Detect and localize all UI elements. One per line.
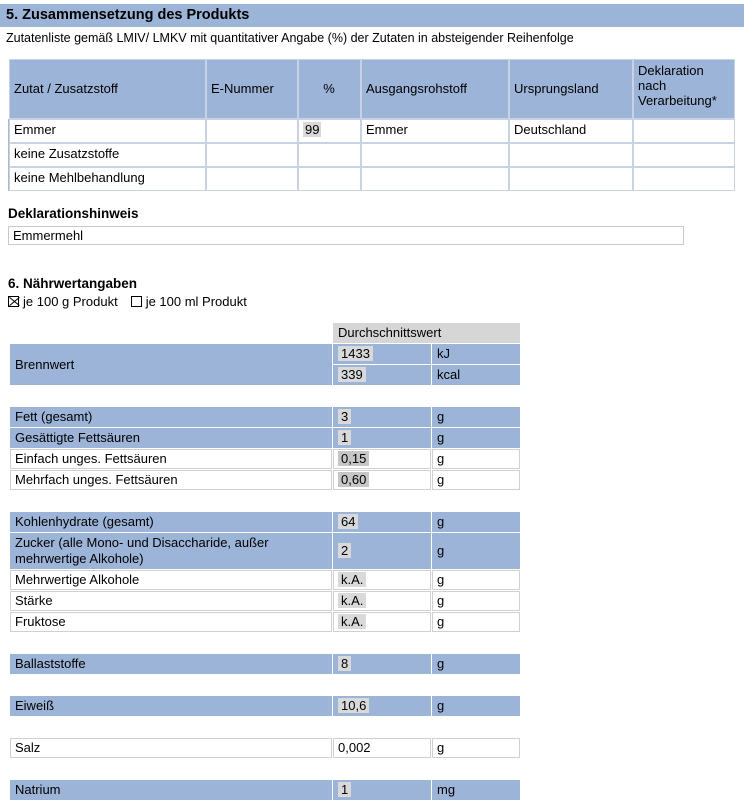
nutrient-value-gesaettigte-fettsaeuren[interactable] bbox=[333, 428, 431, 448]
nutrient-value-ballaststoffe[interactable] bbox=[333, 654, 431, 674]
cell-ursprungsland[interactable] bbox=[509, 167, 633, 191]
nutrient-unit-zucker: g bbox=[432, 533, 520, 569]
nutrient-unit-ballaststoffe: g bbox=[432, 654, 520, 674]
value-text: 64 bbox=[338, 514, 358, 529]
value-text: 0,15 bbox=[338, 451, 369, 466]
value-text: k.A. bbox=[338, 572, 366, 587]
deklarationshinweis-block bbox=[0, 191, 756, 245]
nutrient-unit-mehrfach-unges: g bbox=[432, 470, 520, 490]
nutrient-value-einfach-unges[interactable] bbox=[333, 449, 431, 469]
cell-deklaration[interactable] bbox=[633, 143, 735, 167]
checkbox-je-100-ml-label: je 100 ml Produkt bbox=[145, 294, 247, 309]
cell-deklaration[interactable] bbox=[633, 119, 735, 143]
value-text: 1 bbox=[338, 782, 351, 797]
table-row[interactable] bbox=[10, 407, 520, 427]
cell-ausgangsrohstoff[interactable]: Emmer bbox=[361, 119, 509, 143]
nutrition-tables-wrapper bbox=[0, 310, 756, 801]
ingredients-header-row bbox=[9, 59, 735, 119]
nutrient-value-natrium[interactable] bbox=[333, 780, 431, 800]
col-header-zutat: Zutat / Zusatzstoff bbox=[9, 59, 206, 119]
value-text: 1433 bbox=[338, 346, 373, 361]
nutrient-unit-salz: g bbox=[432, 738, 520, 758]
value-text: 0,60 bbox=[338, 472, 369, 487]
cell-prozent[interactable] bbox=[298, 143, 361, 167]
value-text: 0,002 bbox=[338, 740, 371, 755]
nutrition-protein-table bbox=[9, 695, 521, 717]
nutrition-header-row bbox=[10, 323, 520, 343]
nutrient-value-eiweiss[interactable] bbox=[333, 696, 431, 716]
ingredients-table-wrapper bbox=[0, 46, 756, 191]
nutrient-unit-kcal: kcal bbox=[432, 365, 520, 385]
nutrient-value-mehrwertige-alkohole[interactable] bbox=[333, 570, 431, 590]
nutrient-value-staerke[interactable] bbox=[333, 591, 431, 611]
table-row[interactable] bbox=[10, 612, 520, 632]
table-row[interactable] bbox=[10, 428, 520, 448]
nutrient-unit-kohlenhydrate-gesamt: g bbox=[432, 512, 520, 532]
col-header-ausgangsrohstoff: Ausgangsrohstoff bbox=[361, 59, 509, 119]
nutrient-unit-natrium: mg bbox=[432, 780, 520, 800]
cell-enummer[interactable] bbox=[206, 167, 298, 191]
section-6-block bbox=[0, 245, 756, 310]
cell-prozent-value: 99 bbox=[305, 122, 320, 137]
col-header-deklaration: Deklaration nach Verarbeitung* bbox=[633, 59, 735, 119]
table-row[interactable] bbox=[10, 344, 520, 364]
table-row[interactable] bbox=[10, 591, 520, 611]
section-6-title: 6. Nährwertangaben bbox=[8, 276, 138, 291]
nutrition-carbohydrate-table bbox=[9, 511, 521, 633]
nutrient-label-fett-gesamt: Fett (gesamt) bbox=[10, 407, 332, 427]
table-row[interactable] bbox=[10, 738, 520, 758]
nutrient-label-eiweiss: Eiweiß bbox=[10, 696, 332, 716]
nutrient-label-mehrfach-unges: Mehrfach unges. Fettsäuren bbox=[10, 470, 332, 490]
nutrient-label-einfach-unges: Einfach unges. Fettsäuren bbox=[10, 449, 332, 469]
nutrition-energy-table bbox=[9, 322, 521, 386]
col-header-ursprungsland: Ursprungsland bbox=[509, 59, 633, 119]
nutrient-unit-gesaettigte-fettsaeuren: g bbox=[432, 428, 520, 448]
ingredients-table bbox=[8, 58, 735, 191]
table-row[interactable] bbox=[10, 654, 520, 674]
nutrient-unit-staerke: g bbox=[432, 591, 520, 611]
nutrient-unit-kj: kJ bbox=[432, 344, 520, 364]
value-text: 10,6 bbox=[338, 698, 369, 713]
table-row[interactable] bbox=[10, 512, 520, 532]
cell-enummer[interactable] bbox=[206, 143, 298, 167]
nutrient-value-zucker[interactable] bbox=[333, 533, 431, 569]
nutrition-fat-table bbox=[9, 406, 521, 491]
cell-ausgangsrohstoff[interactable] bbox=[361, 167, 509, 191]
value-text: 339 bbox=[338, 367, 366, 382]
nutrient-label-gesaettigte-fettsaeuren: Gesättigte Fettsäuren bbox=[10, 428, 332, 448]
nutrition-fiber-table bbox=[9, 653, 521, 675]
section-5-header: 5. Zusammensetzung des Produkts bbox=[0, 4, 744, 27]
nutrient-label-staerke: Stärke bbox=[10, 591, 332, 611]
nutrient-label-natrium: Natrium bbox=[10, 780, 332, 800]
table-row[interactable] bbox=[10, 696, 520, 716]
table-row[interactable] bbox=[10, 780, 520, 800]
checkbox-je-100-g[interactable] bbox=[8, 296, 19, 307]
nutrient-value-kj[interactable] bbox=[333, 344, 431, 364]
value-text: 3 bbox=[338, 409, 351, 424]
table-row[interactable] bbox=[9, 167, 735, 191]
table-row[interactable] bbox=[10, 470, 520, 490]
nutrient-unit-mehrwertige-alkohole: g bbox=[432, 570, 520, 590]
section-5-subtitle: Zutatenliste gemäß LMIV/ LMKV mit quantitativer Angabe (%) der Zutaten in absteigender Reihenfolge bbox=[6, 31, 574, 45]
cell-ursprungsland[interactable] bbox=[509, 143, 633, 167]
nutrient-unit-fruktose: g bbox=[432, 612, 520, 632]
nutrient-label-ballaststoffe: Ballaststoffe bbox=[10, 654, 332, 674]
section-6-options bbox=[8, 293, 756, 310]
table-row[interactable] bbox=[9, 119, 735, 143]
nutrient-label-brennwert: Brennwert bbox=[10, 344, 332, 385]
nutrition-salt-table bbox=[9, 737, 521, 759]
value-text: k.A. bbox=[338, 593, 366, 608]
nutrient-label-salz: Salz bbox=[10, 738, 332, 758]
nutrient-unit-fett-gesamt: g bbox=[432, 407, 520, 427]
table-row[interactable] bbox=[10, 449, 520, 469]
deklarationshinweis-label: Deklarationshinweis bbox=[8, 206, 139, 221]
nutrient-label-kohlenhydrate-gesamt: Kohlenhydrate (gesamt) bbox=[10, 512, 332, 532]
cell-prozent[interactable] bbox=[298, 119, 361, 143]
nutrient-value-kohlenhydrate-gesamt[interactable] bbox=[333, 512, 431, 532]
cell-deklaration[interactable] bbox=[633, 167, 735, 191]
table-row[interactable] bbox=[10, 570, 520, 590]
checkbox-je-100-g-label: je 100 g Produkt bbox=[23, 294, 118, 309]
value-text: k.A. bbox=[338, 614, 366, 629]
cell-enummer[interactable] bbox=[206, 119, 298, 143]
deklarationshinweis-input[interactable] bbox=[8, 226, 684, 245]
value-text: 1 bbox=[338, 430, 351, 445]
col-header-enummer: E-Nummer bbox=[206, 59, 298, 119]
cell-zutat[interactable]: keine Mehlbehandlung bbox=[9, 167, 206, 191]
checkbox-je-100-ml[interactable] bbox=[131, 296, 142, 307]
cell-prozent[interactable] bbox=[298, 167, 361, 191]
cell-zutat[interactable]: Emmer bbox=[9, 119, 206, 143]
table-row[interactable] bbox=[9, 143, 735, 167]
nutrient-label-fruktose: Fruktose bbox=[10, 612, 332, 632]
col-header-prozent: % bbox=[298, 59, 361, 119]
header-spacer bbox=[10, 323, 332, 343]
nutrient-label-mehrwertige-alkohole: Mehrwertige Alkohole bbox=[10, 570, 332, 590]
cell-ausgangsrohstoff[interactable] bbox=[361, 143, 509, 167]
value-text: 8 bbox=[338, 656, 351, 671]
nutrient-label-zucker: Zucker (alle Mono- und Disaccharide, außer mehrwertige Alkohole) bbox=[10, 533, 332, 569]
nutrient-unit-einfach-unges: g bbox=[432, 449, 520, 469]
nutrient-unit-eiweiss: g bbox=[432, 696, 520, 716]
cell-ursprungsland[interactable]: Deutschland bbox=[509, 119, 633, 143]
nutrient-value-fruktose[interactable] bbox=[333, 612, 431, 632]
table-row[interactable] bbox=[10, 533, 520, 569]
nutrient-value-salz[interactable] bbox=[333, 738, 431, 758]
nutrient-value-kcal[interactable] bbox=[333, 365, 431, 385]
value-column-header: Durchschnittswert bbox=[333, 323, 520, 343]
nutrient-value-fett-gesamt[interactable] bbox=[333, 407, 431, 427]
cell-zutat[interactable]: keine Zusatzstoffe bbox=[9, 143, 206, 167]
value-text: 2 bbox=[338, 543, 351, 558]
nutrient-value-mehrfach-unges[interactable] bbox=[333, 470, 431, 490]
